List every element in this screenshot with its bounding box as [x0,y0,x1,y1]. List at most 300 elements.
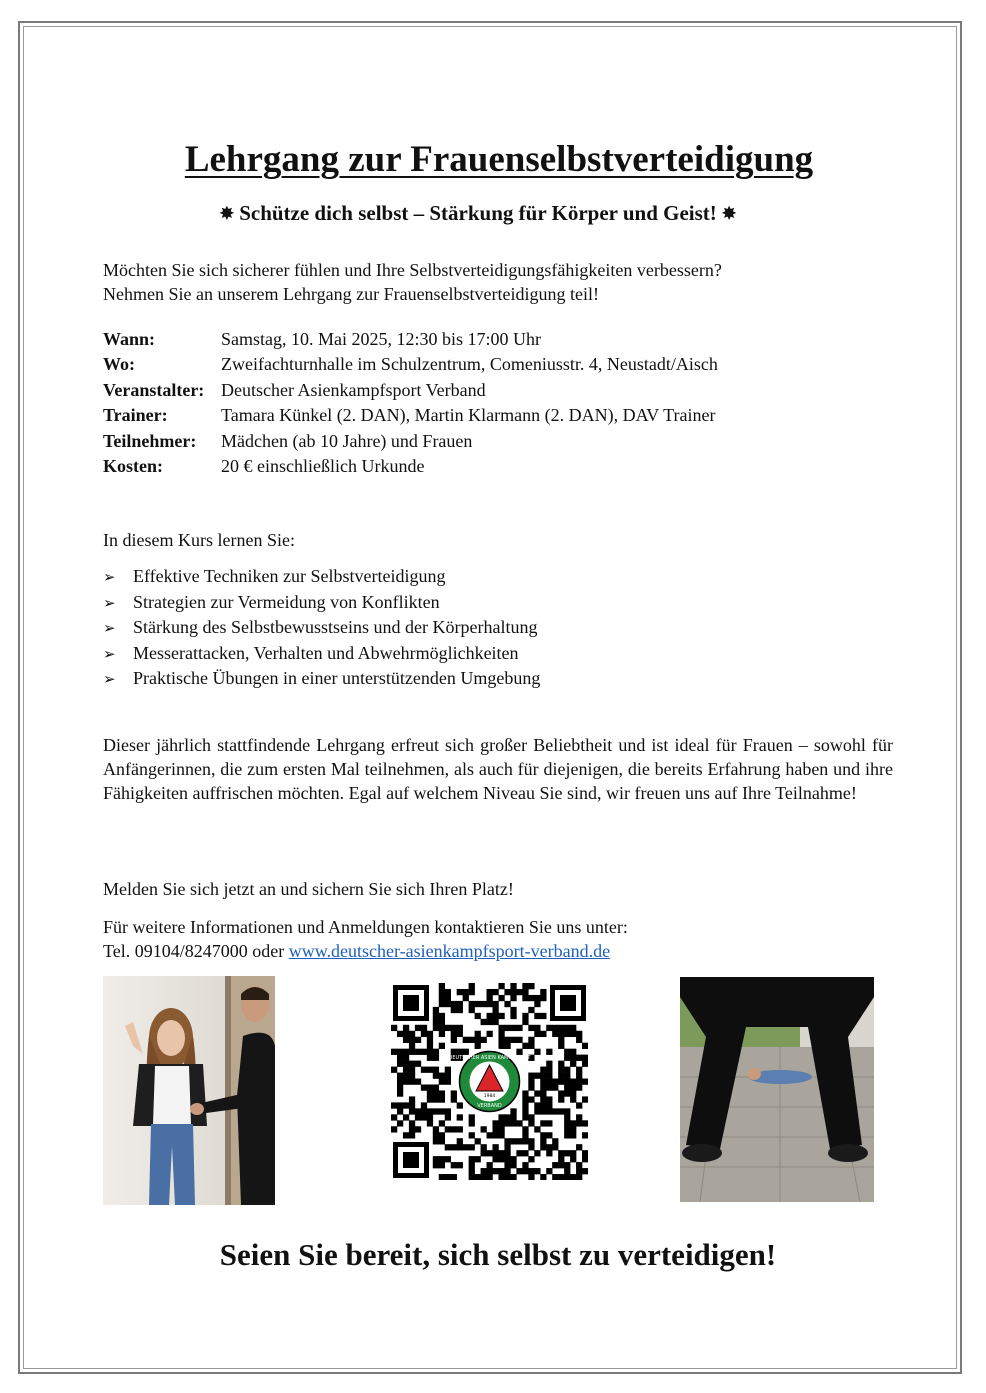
event-details [103,327,718,479]
qr-module [439,1132,445,1138]
qr-module [570,1090,576,1096]
qr-module [433,1096,439,1102]
qr-module [409,1120,415,1126]
qr-module [564,1090,570,1096]
qr-module [415,1037,421,1043]
qr-module [516,1049,522,1055]
qr-module [570,1096,576,1102]
qr-module [522,983,528,989]
qr-module [564,1031,570,1037]
qr-module [492,1126,498,1132]
qr-module [546,1168,552,1174]
list-item-text: Stärkung des Selbstbewusstseins und der Körperhaltung [133,617,538,638]
arrow-bullet-icon: ➢ [103,644,116,663]
qr-module [433,1156,439,1162]
qr-module [427,1043,433,1049]
qr-module [433,1162,439,1168]
qr-module [522,1150,528,1156]
qr-module [522,1162,528,1168]
arrow-bullet-icon: ➢ [103,568,116,586]
qr-module [504,1120,510,1126]
qr-module [487,1168,493,1174]
qr-module [469,1156,475,1162]
qr-module [522,995,528,1001]
qr-module [403,1079,409,1085]
qr-module [457,1001,463,1007]
qr-module [391,1114,397,1120]
qr-module [439,1138,445,1144]
qr-module [475,1001,481,1007]
qr-module [433,1007,439,1013]
qr-finder-pattern [550,985,586,1021]
detail-row-organizer [103,378,718,403]
qr-module [492,1132,498,1138]
qr-module [546,1102,552,1108]
qr-module [528,1144,534,1150]
qr-module [534,1108,540,1114]
qr-module [427,1120,433,1126]
qr-module [397,1090,403,1096]
qr-module [564,1126,570,1132]
qr-module [498,983,504,989]
qr-module [427,1055,433,1061]
qr-module [528,1084,534,1090]
qr-module [522,1043,528,1049]
qr-module [576,1031,582,1037]
qr-module [558,1174,564,1180]
qr-module [433,1013,439,1019]
qr-module [457,1049,463,1055]
qr-module [576,1114,582,1120]
qr-module [528,1168,534,1174]
list-item [103,641,540,667]
qr-module [510,1114,516,1120]
qr-module [492,1156,498,1162]
detail-row-participants [103,429,718,454]
qr-module [504,1156,510,1162]
qr-module [534,1025,540,1031]
qr-module [445,1025,451,1031]
description-paragraph: Dieser jährlich stattfindende Lehrgang erfreut sich großer Beliebtheit und ist ideal für Frauen – sowohl für Anfängerinnen, die zum ersten Mal teilnehmen, als auch für diejenigen, die bereits Erfahrung haben und ihre Fähigkeiten auffrischen möchten. Egal auf welchem Niveau Sie sind, wir freuen uns auf Ihre Teilnahme! [103,735,893,803]
qr-module [487,1031,493,1037]
contact-line: Für weitere Informationen und Anmeldungen kontaktieren Sie uns unter: [103,917,628,937]
qr-module [540,989,546,995]
qr-module [558,1061,564,1067]
qr-module [558,1067,564,1073]
qr-module [564,1168,570,1174]
qr-module [475,1037,481,1043]
qr-module [552,1138,558,1144]
detail-row-when [103,327,718,352]
qr-module [546,1096,552,1102]
qr-module [397,1079,403,1085]
qr-module [433,1067,439,1073]
qr-module [504,1162,510,1168]
detail-label: Teilnehmer: [103,430,197,451]
qr-module [391,1025,397,1031]
qr-module [409,1126,415,1132]
star-icon: ✸ [219,204,234,223]
course-list [103,564,540,692]
qr-module [576,1079,582,1085]
qr-module [433,1132,439,1138]
arrow-bullet-icon: ➢ [103,670,116,689]
qr-module [415,1061,421,1067]
qr-module [451,1090,457,1096]
qr-module [522,1013,528,1019]
qr-module [570,1055,576,1061]
qr-module [475,1138,481,1144]
qr-module [552,1025,558,1031]
qr-module [421,1049,427,1055]
qr-module [475,1043,481,1049]
qr-module [510,1025,516,1031]
qr-module [492,1001,498,1007]
qr-module [445,1126,451,1132]
qr-module [492,1013,498,1019]
logo-ring-text: DEUTSCHER ASIEN KAMPFSPORT [448,1055,531,1061]
qr-module [516,1138,522,1144]
qr-module [564,1084,570,1090]
qr-module [492,1019,498,1025]
detail-row-trainer [103,403,718,428]
qr-module [403,1061,409,1067]
qr-module [487,1162,493,1168]
qr-module [528,1073,534,1079]
qr-module [540,1084,546,1090]
qr-module [415,1114,421,1120]
qr-module [582,1079,588,1085]
qr-module [409,1061,415,1067]
qr-module [481,1174,487,1180]
qr-module [421,1067,427,1073]
qr-module [457,989,463,995]
qr-module [498,1126,504,1132]
qr-module [522,1132,528,1138]
qr-module [510,995,516,1001]
photo-self-defense-scene [103,976,275,1205]
website-link[interactable]: www.deutscher-asienkampfsport-verband.de [288,941,611,961]
qr-module [439,1001,445,1007]
detail-row-where [103,352,718,377]
qr-module [540,1132,546,1138]
qr-module [451,1144,457,1150]
qr-module [576,1162,582,1168]
qr-module [522,1096,528,1102]
qr-module [391,1126,397,1132]
qr-module [498,1025,504,1031]
qr-module [528,1174,534,1180]
qr-module [504,1025,510,1031]
closing-slogan: Seien Sie bereit, sich selbst zu verteidigen! [219,1237,777,1272]
qr-module [475,1156,481,1162]
qr-module [397,1061,403,1067]
star-icon: ✸ [722,204,737,223]
qr-module [433,1049,439,1055]
qr-module [564,1114,570,1120]
qr-module [570,1156,576,1162]
qr-module [498,995,504,1001]
qr-module [504,1138,510,1144]
qr-module [409,1108,415,1114]
qr-module [570,1150,576,1156]
qr-module [570,1025,576,1031]
qr-module [576,1120,582,1126]
qr-module [492,1150,498,1156]
qr-module [439,1096,445,1102]
qr-module [534,1150,540,1156]
detail-label: Kosten: [103,455,163,476]
qr-module [439,1174,445,1180]
qr-module [445,1001,451,1007]
qr-module [469,989,475,995]
qr-module [564,1150,570,1156]
qr-module [510,1156,516,1162]
qr-module [504,1043,510,1049]
qr-module [427,1037,433,1043]
qr-module [498,1132,504,1138]
qr-module [427,1067,433,1073]
qr-module [409,1079,415,1085]
qr-module [534,995,540,1001]
qr-module [534,1049,540,1055]
qr-module [439,989,445,995]
qr-module [439,1031,445,1037]
qr-module [403,1055,409,1061]
detail-value: Mädchen (ab 10 Jahre) und Frauen [221,430,473,451]
qr-module [498,1043,504,1049]
qr-module [481,1001,487,1007]
qr-module [564,1067,570,1073]
photo-person-on-ground [680,977,874,1202]
qr-module [409,1073,415,1079]
qr-module [534,1031,540,1037]
qr-module [564,1120,570,1126]
qr-module [522,1126,528,1132]
qr-module [576,1174,582,1180]
qr-module [534,1001,540,1007]
qr-module [439,1156,445,1162]
qr-module [492,1168,498,1174]
qr-module [421,1031,427,1037]
qr-module [540,1013,546,1019]
qr-module [534,1090,540,1096]
list-item [103,666,540,692]
qr-module [546,1120,552,1126]
qr-module [397,1108,403,1114]
qr-module [522,1138,528,1144]
qr-module [552,1031,558,1037]
qr-module [582,1156,588,1162]
signup-text: Melden Sie sich jetzt an und sichern Sie sich Ihren Platz! [103,879,514,899]
qr-module [576,1102,582,1108]
qr-module [421,1102,427,1108]
list-item [103,590,540,616]
qr-module [457,1138,463,1144]
qr-module [582,1150,588,1156]
qr-module [504,1174,510,1180]
qr-module [463,995,469,1001]
qr-module [564,1162,570,1168]
list-item-text: Effektive Techniken zur Selbstverteidigung [133,566,446,586]
qr-module [510,1108,516,1114]
qr-module [421,1108,427,1114]
qr-module [487,1019,493,1025]
qr-module [445,1108,451,1114]
qr-module [433,1025,439,1031]
qr-module [546,1079,552,1085]
qr-module [457,1031,463,1037]
qr-module [564,1025,570,1031]
qr-module [576,1073,582,1079]
detail-value: Zweifachturnhalle im Schulzentrum, Comeniusstr. 4, Neustadt/Aisch [221,354,718,375]
qr-module [504,1144,510,1150]
qr-module [451,1037,457,1043]
qr-module [510,1007,516,1013]
qr-module [510,1162,516,1168]
qr-module [510,983,516,989]
subtitle-text: Schütze dich selbst – Stärkung für Körper und Geist! [239,201,717,225]
qr-module [558,1090,564,1096]
qr-module [546,1084,552,1090]
qr-module [409,1102,415,1108]
qr-module [516,1025,522,1031]
qr-module [570,1061,576,1067]
qr-module [570,1126,576,1132]
qr-module [439,995,445,1001]
qr-module [528,1120,534,1126]
course-heading: In diesem Kurs lernen Sie: [103,530,295,550]
qr-module [522,1019,528,1025]
qr-module [498,1174,504,1180]
qr-module [487,1150,493,1156]
qr-module [558,1025,564,1031]
qr-module [534,1102,540,1108]
qr-module [409,1132,415,1138]
qr-module [481,1037,487,1043]
qr-module [445,995,451,1001]
qr-module [433,1138,439,1144]
contact-line [103,939,893,963]
qr-module [487,1001,493,1007]
qr-module [433,1073,439,1079]
qr-module [558,1108,564,1114]
arrow-bullet-icon: ➢ [103,593,116,612]
qr-module [552,1144,558,1150]
qr-module [564,1132,570,1138]
qr-module [451,1126,457,1132]
qr-module [522,1102,528,1108]
qr-module [564,1055,570,1061]
self-defense-photo-illustration [103,976,275,1205]
qr-module [540,1120,546,1126]
qr-module [403,1102,409,1108]
qr-module [469,1007,475,1013]
qr-module [433,1055,439,1061]
qr-module [451,1162,457,1168]
qr-module [427,1096,433,1102]
qr-module [397,1102,403,1108]
detail-label: Trainer: [103,405,168,426]
qr-module [504,1114,510,1120]
qr-module [540,1174,546,1180]
qr-module [528,1114,534,1120]
qr-module [439,1025,445,1031]
qr-module [397,1031,403,1037]
qr-module [516,1150,522,1156]
qr-module [558,1037,564,1043]
qr-module [528,983,534,989]
qr-module [534,1126,540,1132]
qr-module [445,1174,451,1180]
qr-module [558,1150,564,1156]
qr-module [469,1114,475,1120]
qr-module [528,1037,534,1043]
qr-module [558,1043,564,1049]
qr-module [510,1174,516,1180]
qr-module [427,1049,433,1055]
qr-module [439,1073,445,1079]
qr-module [427,1090,433,1096]
qr-module [492,1120,498,1126]
qr-module [481,1144,487,1150]
qr-module [433,1019,439,1025]
qr-module [558,1156,564,1162]
qr-finder-pattern [393,1142,429,1178]
qr-module [487,1132,493,1138]
qr-module [510,1138,516,1144]
qr-module [481,1150,487,1156]
qr-module [439,1108,445,1114]
qr-module [469,983,475,989]
qr-code[interactable] [391,983,588,1180]
qr-module [457,1007,463,1013]
qr-module [433,1090,439,1096]
detail-value: Deutscher Asienkampfsport Verband [221,379,486,400]
qr-module [582,1096,588,1102]
qr-module [498,1037,504,1043]
qr-module [570,1079,576,1085]
qr-module [540,1144,546,1150]
qr-module [403,1049,409,1055]
qr-module [487,1174,493,1180]
ground-scene-photo-illustration [680,977,874,1202]
qr-module [552,1079,558,1085]
qr-module [528,1025,534,1031]
qr-module [445,1073,451,1079]
qr-module [510,1013,516,1019]
list-item [103,564,540,590]
qr-module [469,1001,475,1007]
qr-module [522,1114,528,1120]
qr-module [540,1031,546,1037]
qr-module [415,1025,421,1031]
qr-module [546,1061,552,1067]
flyer-subtitle [0,201,956,226]
qr-module [397,1049,403,1055]
qr-module [415,1079,421,1085]
qr-module [516,1168,522,1174]
qr-module [504,1168,510,1174]
qr-module [564,1073,570,1079]
qr-module [421,1114,427,1120]
qr-module [582,1055,588,1061]
qr-module [475,1013,481,1019]
qr-module [564,1108,570,1114]
qr-module [576,1037,582,1043]
logo-year: 1984 [483,1094,496,1099]
qr-module [558,1162,564,1168]
